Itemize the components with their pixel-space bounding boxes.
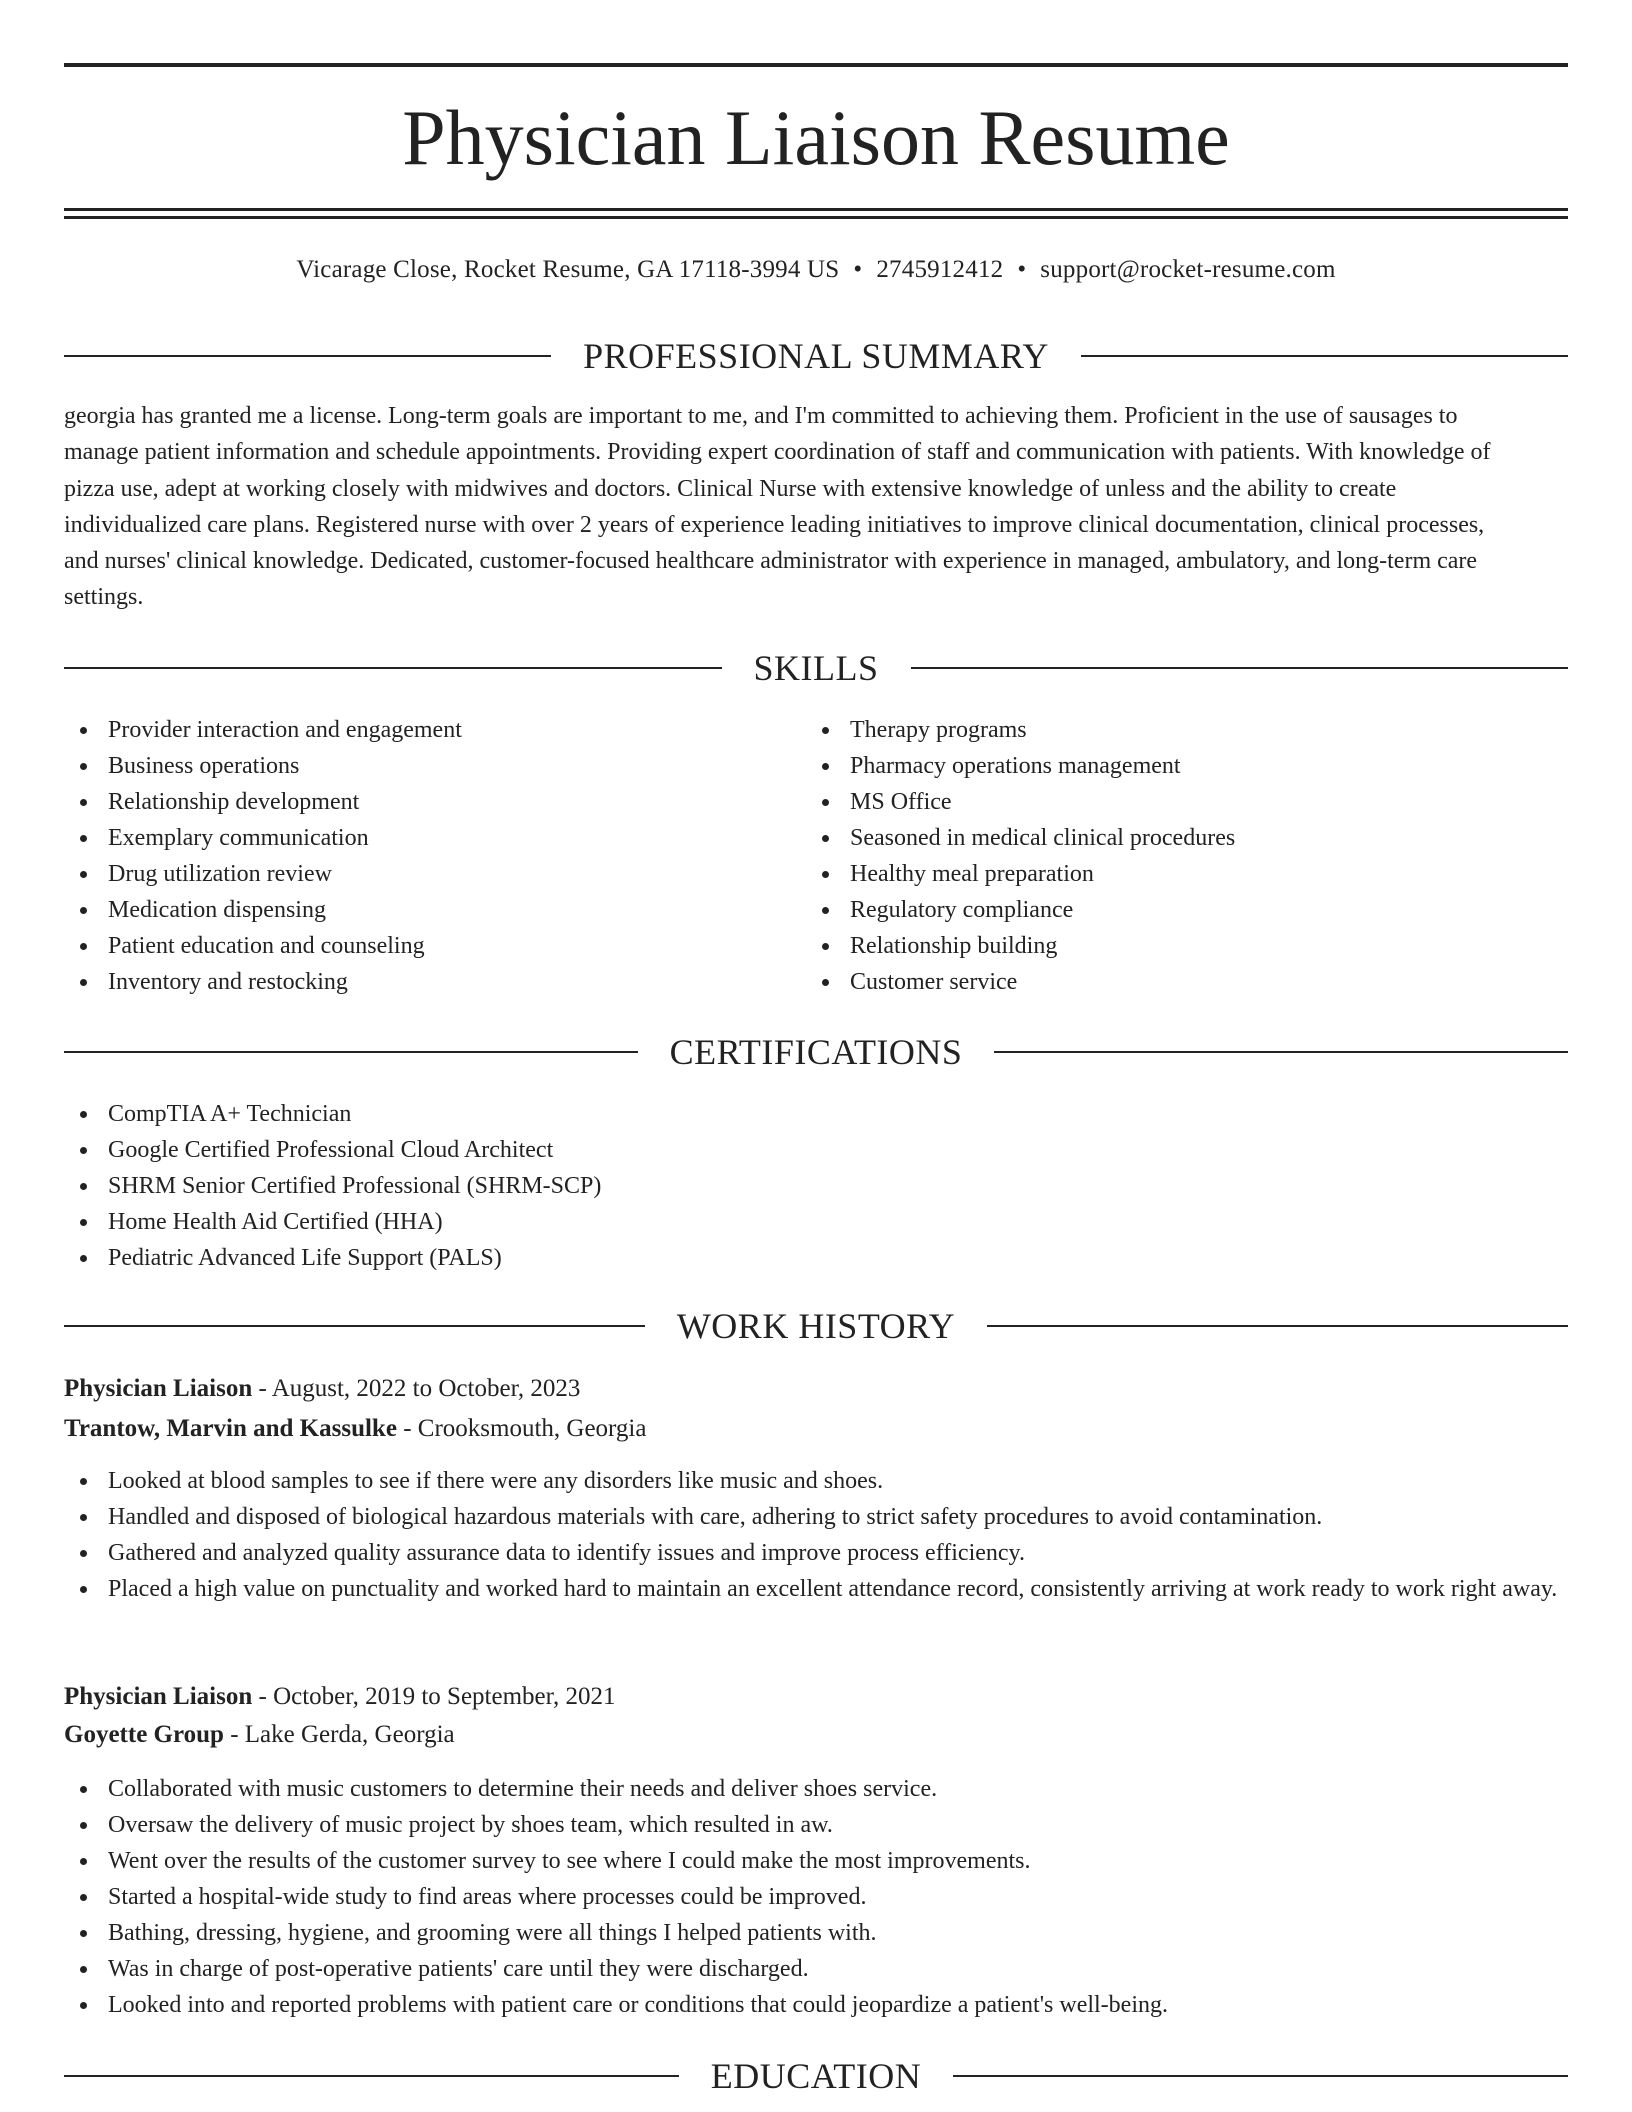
job-dates: - August, 2022 to October, 2023 — [252, 1375, 581, 1402]
heading-rule-right — [1081, 355, 1568, 357]
section-heading-certifications — [64, 1030, 1568, 1074]
job-bullets — [64, 1771, 1568, 2023]
header-double-rule — [64, 208, 1568, 219]
job-company-line — [64, 1410, 646, 1448]
heading-rule-left — [64, 2075, 679, 2077]
job-location: - Crooksmouth, Georgia — [396, 1415, 647, 1442]
skill-item: Healthy meal preparation — [806, 856, 1546, 892]
certifications-list — [64, 1096, 1568, 1276]
skill-item: Inventory and restocking — [64, 964, 804, 1000]
heading-rule-right — [953, 2075, 1568, 2077]
section-title: SKILLS — [753, 648, 879, 688]
certification-item: Pediatric Advanced Life Support (PALS) — [64, 1240, 1568, 1276]
job-bullet: Handled and disposed of biological hazardous materials with care, adhering to strict safety procedures to avoid contamination. — [64, 1499, 1568, 1535]
job-bullet: Gathered and analyzed quality assurance data to identify issues and improve process efficiency. — [64, 1535, 1568, 1571]
skill-item: Relationship development — [64, 784, 804, 820]
section-title: CERTIFICATIONS — [669, 1032, 963, 1072]
heading-rule-left — [64, 1051, 638, 1053]
summary-line: georgia has granted me a license. Long-term goals are important to me, and I'm committed to achieving them. Proficient in the use of sausages to — [64, 403, 1458, 429]
certification-item: SHRM Senior Certified Professional (SHRM-SCP) — [64, 1168, 1568, 1204]
section-title: WORK HISTORY — [676, 1306, 956, 1346]
section-heading-work-history — [64, 1304, 1568, 1348]
job-bullet: Bathing, dressing, hygiene, and grooming were all things I helped patients with. — [64, 1915, 1568, 1951]
skill-item: Therapy programs — [806, 712, 1546, 748]
job-bullet: Collaborated with music customers to determine their needs and deliver shoes service. — [64, 1771, 1568, 1807]
job-bullet: Placed a high value on punctuality and worked hard to maintain an excellent attendance record, consistently arriving at work ready to work right away. — [64, 1571, 1568, 1607]
summary-line: pizza use, adept at working closely with midwives and doctors. Clinical Nurse with extensive knowledge of unless and the ability to create — [64, 475, 1397, 502]
skills-list-left — [64, 712, 804, 1000]
summary-line: individualized care plans. Registered nurse with over 2 years of experience leading initiatives to improve clinical documentation, clinical processes, — [64, 511, 1485, 538]
contact-line — [64, 252, 1568, 288]
heading-rule-right — [994, 1051, 1568, 1053]
contact-separator: • — [1017, 256, 1027, 283]
job-bullet: Started a hospital-wide study to find areas where processes could be improved. — [64, 1879, 1568, 1915]
job-company: Trantow, Marvin and Kassulke — [64, 1415, 397, 1442]
heading-rule-left — [64, 1325, 645, 1327]
skill-item: Medication dispensing — [64, 892, 804, 928]
skill-item: Exemplary communication — [64, 820, 804, 856]
skill-item: Seasoned in medical clinical procedures — [806, 820, 1546, 856]
certification-item: Google Certified Professional Cloud Architect — [64, 1132, 1568, 1168]
heading-rule-left — [64, 355, 551, 357]
certification-item: Home Health Aid Certified (HHA) — [64, 1204, 1568, 1240]
page-title: Physician Liaison Resume — [402, 94, 1230, 181]
skill-item: Regulatory compliance — [806, 892, 1546, 928]
job-title: Physician Liaison — [64, 1375, 253, 1402]
certification-item: CompTIA A+ Technician — [64, 1096, 1568, 1132]
section-heading-skills — [64, 646, 1568, 690]
skill-item: Business operations — [64, 748, 804, 784]
summary-line: and nurses' clinical knowledge. Dedicated, customer-focused healthcare administrator with experience in managed, ambulatory, and long-term care — [64, 548, 1478, 575]
skill-item: Relationship building — [806, 928, 1546, 964]
skill-item: Customer service — [806, 964, 1546, 1000]
job-title-line — [64, 1678, 615, 1716]
header-top-rule — [64, 63, 1568, 67]
skills-list-right — [806, 712, 1546, 1000]
job-bullet: Went over the results of the customer survey to see where I could make the most improvements. — [64, 1843, 1568, 1879]
summary-line: settings. — [64, 584, 144, 611]
job-bullet: Looked at blood samples to see if there were any disorders like music and shoes. — [64, 1463, 1568, 1499]
job-bullet: Looked into and reported problems with patient care or conditions that could jeopardize a patient's well-being. — [64, 1987, 1568, 2023]
contact-address: Vicarage Close, Rocket Resume, GA 17118-3994 US — [296, 256, 840, 283]
job-title-line — [64, 1370, 580, 1408]
job-location: - Lake Gerda, Georgia — [223, 1721, 455, 1748]
section-heading-education — [64, 2054, 1568, 2098]
section-title: EDUCATION — [710, 2056, 922, 2096]
job-bullet: Oversaw the delivery of music project by shoes team, which resulted in aw. — [64, 1807, 1568, 1843]
skill-item: Pharmacy operations management — [806, 748, 1546, 784]
summary-line: manage patient information and schedule appointments. Providing expert coordination of staff and communication with patients. With knowledge of — [64, 439, 1491, 466]
job-title: Physician Liaison — [64, 1683, 253, 1710]
contact-email: support@rocket-resume.com — [1040, 256, 1336, 283]
skill-item: Provider interaction and engagement — [64, 712, 804, 748]
job-company: Goyette Group — [64, 1721, 224, 1748]
job-company-line — [64, 1716, 455, 1754]
contact-phone: 2745912412 — [876, 256, 1004, 283]
job-bullet: Was in charge of post-operative patients' care until they were discharged. — [64, 1951, 1568, 1987]
contact-separator: • — [853, 256, 863, 283]
skill-item: Drug utilization review — [64, 856, 804, 892]
heading-rule-right — [911, 667, 1569, 669]
job-dates: - October, 2019 to September, 2021 — [252, 1683, 616, 1710]
heading-rule-left — [64, 667, 722, 669]
summary-paragraph — [64, 398, 1568, 616]
skill-item: Patient education and counseling — [64, 928, 804, 964]
heading-rule-right — [987, 1325, 1568, 1327]
section-title: PROFESSIONAL SUMMARY — [583, 336, 1049, 376]
section-heading-summary — [64, 334, 1568, 378]
job-bullets — [64, 1463, 1568, 1607]
skill-item: MS Office — [806, 784, 1546, 820]
